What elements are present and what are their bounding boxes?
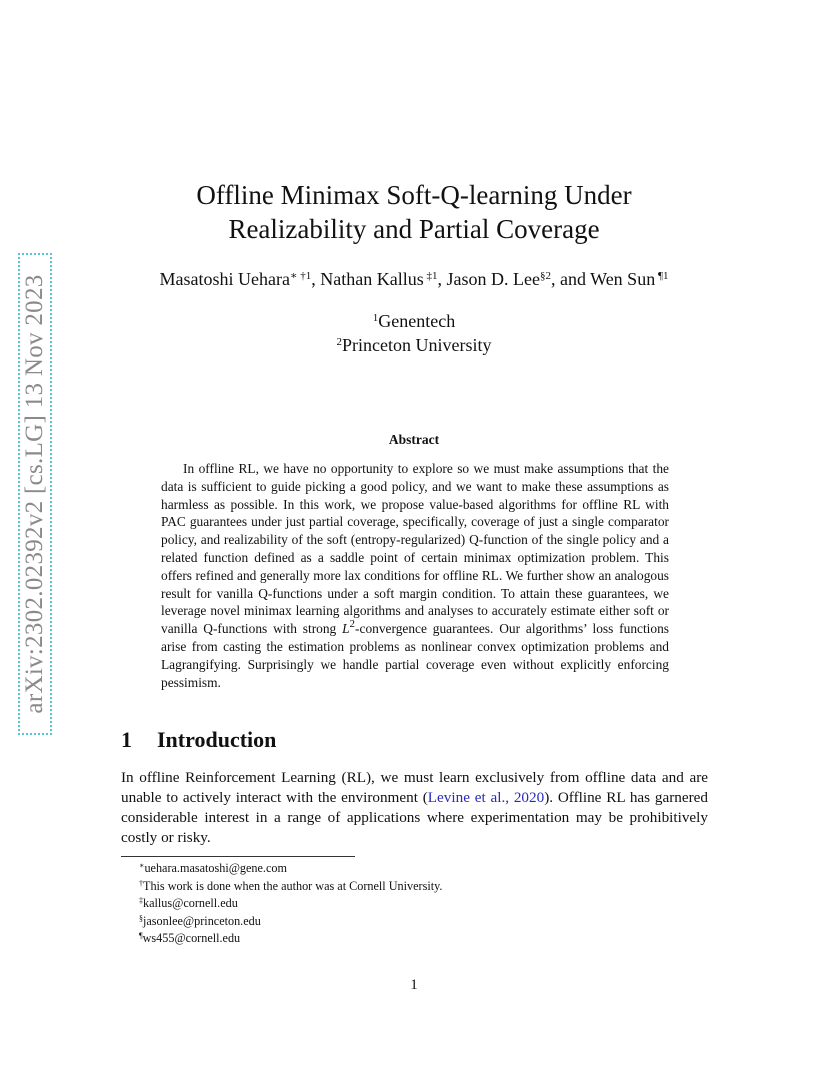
footnote-mark: ¶ bbox=[139, 931, 143, 941]
author-marks: §2 bbox=[539, 270, 551, 282]
footnote-mark: ‡ bbox=[139, 896, 143, 906]
paper-title bbox=[0, 178, 828, 246]
abstract-text-part: In offline RL, we have no opportunity to explore so we must make assumptions that the data is sufficient to guide picking a good policy, and we want to make these assumptions as harmless as possible. In this work, we propose value-based algorithms for offline RL with PAC guarantees under just partial coverage, specifically, coverage of just a single comparator policy, and realizability of the soft (entropy-regularized) Q-function of the single policy and a related function defined as a saddle point of certain minimax optimization problem. This offers refined and generally more lax conditions for offline RL. We further show an analogous result for vanilla Q-functions under a soft margin condition. To attain these guarantees, we leverage novel minimax learning algorithms and analyses to accurately estimate either soft or vanilla Q-functions with strong bbox=[161, 461, 669, 637]
footnote-mark: † bbox=[139, 878, 143, 888]
footnote-mark: ∗ bbox=[139, 861, 145, 870]
page-number: 1 bbox=[410, 977, 418, 993]
affiliation-name: Princeton University bbox=[342, 335, 492, 355]
footnote-rule bbox=[121, 856, 355, 857]
title-line-1: Offline Minimax Soft-Q-learning Under bbox=[196, 180, 632, 210]
footnote-text: This work is done when the author was at Cornell University. bbox=[143, 878, 443, 893]
author-list bbox=[0, 266, 828, 292]
footnote-text: ws455@cornell.edu bbox=[142, 931, 241, 946]
title-line-2: Realizability and Partial Coverage bbox=[228, 214, 600, 244]
footnote-text: jasonlee@princeton.edu bbox=[143, 913, 261, 928]
author-marks: ∗ †1 bbox=[290, 270, 312, 282]
affiliation-mark: 2 bbox=[336, 336, 342, 348]
section-number: 1 bbox=[121, 727, 132, 752]
abstract-heading: Abstract bbox=[388, 432, 440, 447]
footnote bbox=[139, 930, 442, 948]
author-separator: , bbox=[311, 269, 321, 289]
intro-text-part: ). Offline RL has garnered considerable interest in a range of applications where experimentation may be prohibitively costly or risky. bbox=[121, 789, 708, 846]
author-name: Jason D. Lee bbox=[446, 269, 540, 289]
citation-link[interactable]: Levine et al., 2020 bbox=[427, 789, 545, 806]
section-heading bbox=[121, 727, 276, 753]
author-name: Wen Sun bbox=[590, 269, 656, 289]
author-name: Masatoshi Uehara bbox=[159, 269, 291, 289]
arxiv-identifier: arXiv:2302.02392v2 [cs.LG] 13 Nov 2023 bbox=[21, 274, 48, 714]
footnote-mark: § bbox=[139, 913, 143, 923]
footnote bbox=[139, 895, 442, 913]
intro-paragraph bbox=[121, 768, 708, 848]
intro-text-part: In offline Reinforcement Learning (RL), we must learn exclusively from offline data and are unable to actively interact with the environment ( bbox=[121, 769, 708, 806]
affiliation bbox=[0, 333, 828, 357]
footnotes bbox=[139, 860, 442, 948]
section-title: Introduction bbox=[157, 727, 277, 752]
author-marks: ¶1 bbox=[655, 270, 669, 282]
footnote bbox=[139, 860, 442, 878]
math-exponent: 2 bbox=[349, 618, 356, 631]
author-separator: , bbox=[437, 269, 447, 289]
math-symbol: L bbox=[342, 621, 350, 637]
footnote bbox=[139, 913, 442, 931]
footnote bbox=[139, 878, 442, 896]
footnote-text: kallus@cornell.edu bbox=[143, 896, 238, 911]
author-separator: , and bbox=[550, 269, 591, 289]
affiliation bbox=[0, 309, 828, 333]
affiliation-mark: 1 bbox=[372, 312, 379, 324]
footnote-text: uehara.masatoshi@gene.com bbox=[144, 861, 287, 875]
abstract-text-part: -convergence guarantees. Our algorithms’ loss functions arise from casting the estimation problems as nonlinear convex optimization problems and Lagrangifying. Surprisingly we handle partial coverage even without explicitly enforcing pessimism. bbox=[161, 621, 670, 690]
abstract-text bbox=[161, 460, 669, 691]
author-marks: ‡1 bbox=[423, 270, 438, 282]
affiliation-name: Genentech bbox=[378, 311, 456, 331]
author-name: Nathan Kallus bbox=[320, 269, 424, 289]
